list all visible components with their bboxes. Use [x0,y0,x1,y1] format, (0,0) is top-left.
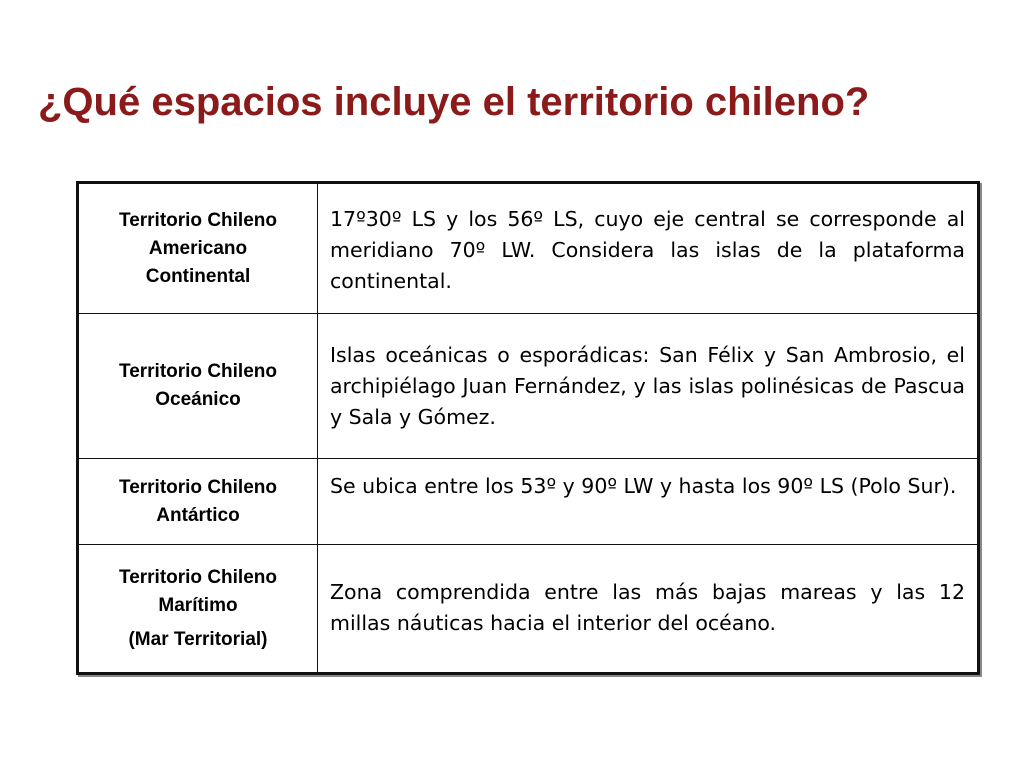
territory-table [76,181,980,675]
territory-name-cell [78,545,318,674]
territory-description: Zona comprendida entre las más bajas mareas y las 12 millas náuticas hacia el interior del océano. [318,545,979,674]
territory-name-cell [78,183,318,314]
territory-name-line: Territorio Chileno [119,361,277,382]
territory-name-line: Antártico [156,504,240,526]
territory-name-line: Territorio Chileno [119,566,277,588]
territory-name-line: Oceánico [155,389,241,410]
territory-name-line: (Mar Territorial) [128,628,268,650]
territory-name-line: Marítimo [158,594,238,616]
territory-description: Islas oceánicas o esporádicas: San Félix y San Ambrosio, el archipiélago Juan Fernández, y las islas polinésicas de Pascua y Sala y Gómez. [318,314,979,459]
territory-name-cell [78,314,318,459]
territory-description: Se ubica entre los 53º y 90º LW y hasta los 90º LS (Polo Sur). [318,459,979,545]
table-row [78,545,979,674]
territory-description: 17º30º LS y los 56º LS, cuyo eje central se corresponde al meridiano 70º LW. Considera las islas de la plataforma continental. [318,183,979,314]
slide-title: ¿Qué espacios incluye el territorio chileno? [38,80,870,124]
territory-name-cell [78,459,318,545]
table-row [78,183,979,314]
territory-name-line: Americano [148,237,248,259]
table-row [78,459,979,545]
table-row [78,314,979,459]
territory-name-line: Territorio Chileno [119,209,277,231]
territory-name-line: Territorio Chileno [119,476,277,498]
territory-name-line: Continental [145,265,251,287]
